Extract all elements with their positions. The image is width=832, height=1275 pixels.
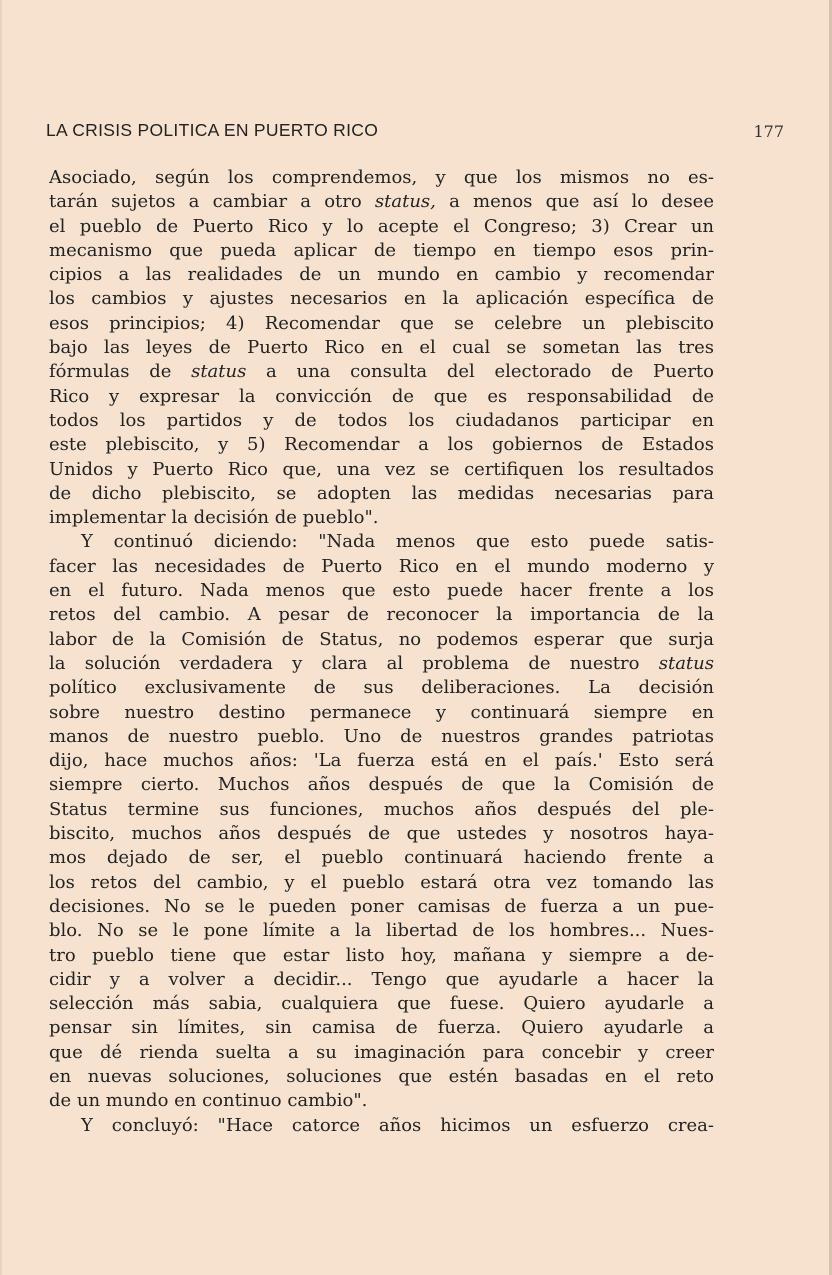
text-run: en el futuro. Nada menos que esto puede hacer frente a los [49,580,714,602]
text-line [49,336,714,360]
text-line [49,433,714,457]
page-header [46,120,784,144]
text-line [49,652,714,676]
text-line [49,701,714,725]
text-run: este plebiscito, y 5) Recomendar a los gobiernos de Estados [49,434,714,456]
text-run: tarán sujetos a cambiar a otro [49,191,375,213]
body-text [49,166,714,1138]
text-line [49,603,714,627]
text-line [49,579,714,603]
text-line [49,263,714,287]
text-run: pensar sin límites, sin camisa de fuerza. Quiero ayudarle a [49,1017,714,1039]
text-run: facer las necesidades de Puerto Rico en el mundo moderno y [49,555,714,577]
italic-term: status [658,652,714,674]
text-line [49,215,714,239]
text-line [49,1065,714,1089]
text-run: Rico y expresar la convicción de que es responsabilidad de [49,385,714,407]
text-run: retos del cambio. A pesar de reconocer la importancia de la [49,604,714,626]
text-line [49,287,714,311]
text-run: manos de nuestro pueblo. Uno de nuestros grandes patriotas [49,725,714,747]
page-number: 177 [753,122,784,141]
text-line [49,458,714,482]
text-line [49,1089,714,1113]
text-line [49,1114,714,1138]
text-line [49,506,714,530]
text-line [49,239,714,263]
text-run: los retos del cambio, y el pueblo estará otra vez tomando las [49,871,714,893]
text-line [49,312,714,336]
text-run: mecanismo que pueda aplicar de tiempo en tiempo esos prin- [49,239,714,261]
text-run: político exclusivamente de sus deliberaciones. La decisión [49,677,714,699]
text-line [49,530,714,554]
text-line [49,676,714,700]
text-line [49,798,714,822]
text-run: esos principios; 4) Recomendar que se celebre un plebiscito [49,312,714,334]
text-run: todos los partidos y de todos los ciudadanos participar en [49,409,714,431]
italic-term: status [191,361,247,383]
text-line [49,895,714,919]
text-line [49,846,714,870]
text-run: que dé rienda suelta a su imaginación para concebir y creer [49,1041,714,1063]
text-line [49,725,714,749]
text-run: labor de la Comisión de Status, no podemos esperar que surja [49,628,714,650]
text-line [49,1016,714,1040]
text-run: Y concluyó: "Hace catorce años hicimos un esfuerzo crea- [81,1114,714,1136]
text-run: cidir y a volver a decidir... Tengo que ayudarle a hacer la [49,968,714,990]
text-run: el pueblo de Puerto Rico y lo acepte el Congreso; 3) Crear un [49,215,714,237]
text-run: de dicho plebiscito, se adopten las medidas necesarias para [49,482,714,504]
text-run: los cambios y ajustes necesarios en la aplicación específica de [49,288,714,310]
text-run: dijo, hace muchos años: 'La fuerza está en el país.' Esto será [49,750,714,772]
text-line [49,190,714,214]
text-line [49,992,714,1016]
running-title: LA CRISIS POLITICA EN PUERTO RICO [46,120,379,140]
text-line [49,628,714,652]
text-run: blo. No se le pone límite a la libertad de los hombres... Nues- [49,920,714,942]
text-run: sobre nuestro destino permanece y continuará siempre en [49,701,714,723]
text-run: tro pueblo tiene que estar listo hoy, mañana y siempre a de- [49,944,714,966]
text-run: bajo las leyes de Puerto Rico en el cual se sometan las tres [49,337,714,359]
text-line [49,1041,714,1065]
text-line [49,555,714,579]
text-line [49,968,714,992]
text-line [49,871,714,895]
text-run: implementar la decisión de pueblo". [49,507,379,529]
text-line [49,482,714,506]
italic-term: status, [374,191,436,213]
text-run: siempre cierto. Muchos años después de que la Comisión de [49,774,714,796]
text-run: Y continuó diciendo: "Nada menos que esto puede satis- [81,531,714,553]
text-line [49,360,714,384]
text-run: decisiones. No se le pueden poner camisas de fuerza a un pue- [49,895,714,917]
text-run: de un mundo en continuo cambio". [49,1090,368,1112]
text-line [49,822,714,846]
text-line [49,166,714,190]
text-line [49,409,714,433]
text-line [49,749,714,773]
text-run: fórmulas de [49,361,192,383]
text-line [49,385,714,409]
text-line [49,773,714,797]
text-run: a una consulta del electorado de Puerto [246,361,714,383]
text-run: mos dejado de ser, el pueblo continuará haciendo frente a [49,847,714,869]
text-run: a menos que así lo desee [435,191,714,213]
text-run: biscito, muchos años después de que ustedes y nosotros haya- [49,823,714,845]
text-run: Asociado, según los comprendemos, y que los mismos no es- [49,167,714,188]
text-line [49,919,714,943]
text-run: la solución verdadera y clara al problema de nuestro [49,652,659,674]
text-run: cipios a las realidades de un mundo en cambio y recomendar [49,264,714,286]
text-run: Unidos y Puerto Rico que, una vez se certifiquen los resultados [49,458,714,480]
text-run: selección más sabia, cualquiera que fuese. Quiero ayudarle a [49,993,714,1015]
text-run: en nuevas soluciones, soluciones que estén basadas en el reto [49,1065,714,1087]
text-line [49,944,714,968]
text-run: Status termine sus funciones, muchos años después del ple- [49,798,714,820]
